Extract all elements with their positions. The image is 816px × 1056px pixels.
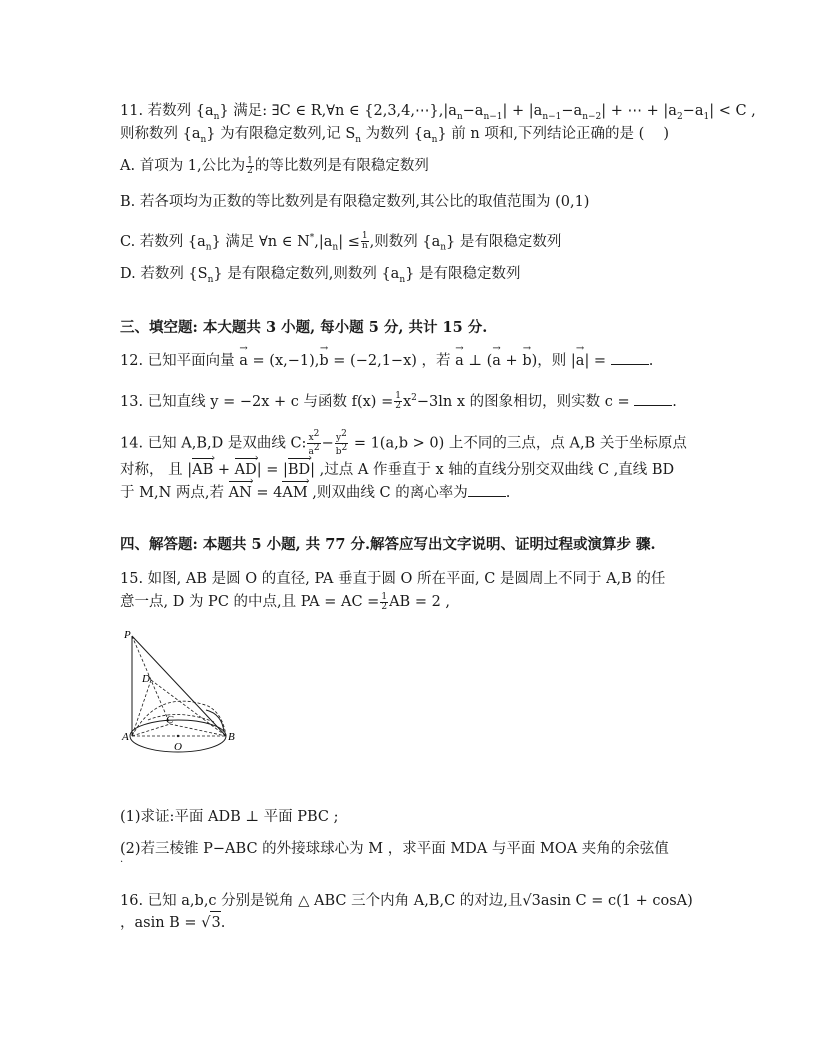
q15-sub2-dot: . — [120, 854, 124, 865]
q11-option-d: D. 若数列 $\{S_n\}$ 是有限稳定数列,则数列 $\{a_n\}$ 是有限稳定数列 — [120, 266, 521, 285]
label-p: P — [124, 629, 131, 641]
q11-line2: 则称数列 $\{a_n\}$ 为有限稳定数列,记 $S_n$ 为数列 $\{a_n\}$ 前 n 项和,下列结论正确的是 ( ) — [120, 126, 670, 145]
label-d: D — [142, 673, 150, 685]
q12-line: 12. 已知平面向量 → a = (x,−1),→ b = (−2,1−x) ，若 → a ⊥ (→ a + → b)，则 |→ a| = . — [120, 350, 698, 372]
q15-sub1: (1)求证:平面 ADB ⊥ 平面 PBC ; — [120, 809, 339, 825]
q11-line1: 11. 若数列 $\{a_n\}$ 满足: ∃C ∈ R,∀n ∈ $\{2,3,4,\cdots\},|a_n-a_{n-1}| + |a_{n-1}-a_{n-2}|$ + ⋯ + $|a_2-a_1| < C$ , — [120, 103, 756, 122]
label-c: C — [166, 714, 174, 726]
q11-option-c: C. 若数列 $\{a_n\}$ 满足 ∀n ∈ $N^*,|a_n|$ ≤ $\frac{1}{n}$ ,则数列 $\{a_n\}$ 是有限稳定数列 — [120, 231, 562, 253]
q15-line1: 15. 如图, AB 是圆 O 的直径, PA 垂直于圆 O 所在平面, C 是圆周上不同于 A,B 的任 — [120, 571, 666, 587]
label-o: O — [174, 741, 182, 753]
label-a: A — [122, 731, 129, 743]
section-4-title: 四、解答题: 本题共 5 小题, 共 77 分.解答应写出文字说明、证明过程或演算步 骤. — [120, 536, 656, 553]
q14-line2: 对称， 且 |AB › + AD ›| = |BD ›| ,过点 A 作垂直于 x 轴的直线分别交双曲线 C ,直线 BD — [120, 458, 698, 481]
q14-line1: 14. 已知 A,B,D 是双曲线 C: $\frac{x^2}{a^2}$ − $\frac{y^2}{b^2}$ = 1(a,b > 0) 上不同的三点，点 A,B 关于坐标原点 — [120, 429, 687, 457]
q11-option-b: B. 若各项均为正数的等比数列是有限稳定数列,其公比的取值范围为 (0,1) — [120, 194, 590, 210]
q16-line2: ，asin B = √3. — [120, 911, 698, 934]
q13-answer-blank[interactable] — [634, 391, 672, 406]
q16-line1: 16. 已知 a,b,c 分别是锐角 △ ABC 三个内角 A,B,C 的对边,且√3asin C = c(1 + cosA) — [120, 893, 693, 909]
q11-option-a: A. 首项为 1,公比为 $\frac{1}{2}$ 的等比数列是有限稳定数列 — [120, 155, 429, 176]
q14-answer-blank[interactable] — [468, 482, 506, 497]
q15-line2: 意一点, D 为 PC 的中点,且 PA = AC = $\frac{1}{2}$ AB = 2 , — [120, 591, 451, 612]
section-3-title: 三、填空题: 本大题共 3 小题, 每小题 5 分, 共计 15 分. — [120, 319, 488, 336]
q14-line3: 于 M,N 两点,若 AN › = 4AM › ,则双曲线 C 的离心率为 . — [120, 481, 698, 504]
q12-answer-blank[interactable] — [611, 350, 649, 365]
geometry-figure — [118, 628, 238, 758]
pyramid-diagram — [118, 628, 238, 758]
label-b: B — [228, 731, 235, 743]
q13-line: 13. 已知直线 y = −2x + c 与函数 f(x) = $\frac{1}{2}$ $x^2-3\ln$ x 的图象相切，则实数 c = . — [120, 391, 677, 412]
q15-sub2: (2)若三棱锥 P−ABC 的外接球球心为 M ，求平面 MDA 与平面 MOA 夹角的余弦值 — [120, 841, 669, 857]
